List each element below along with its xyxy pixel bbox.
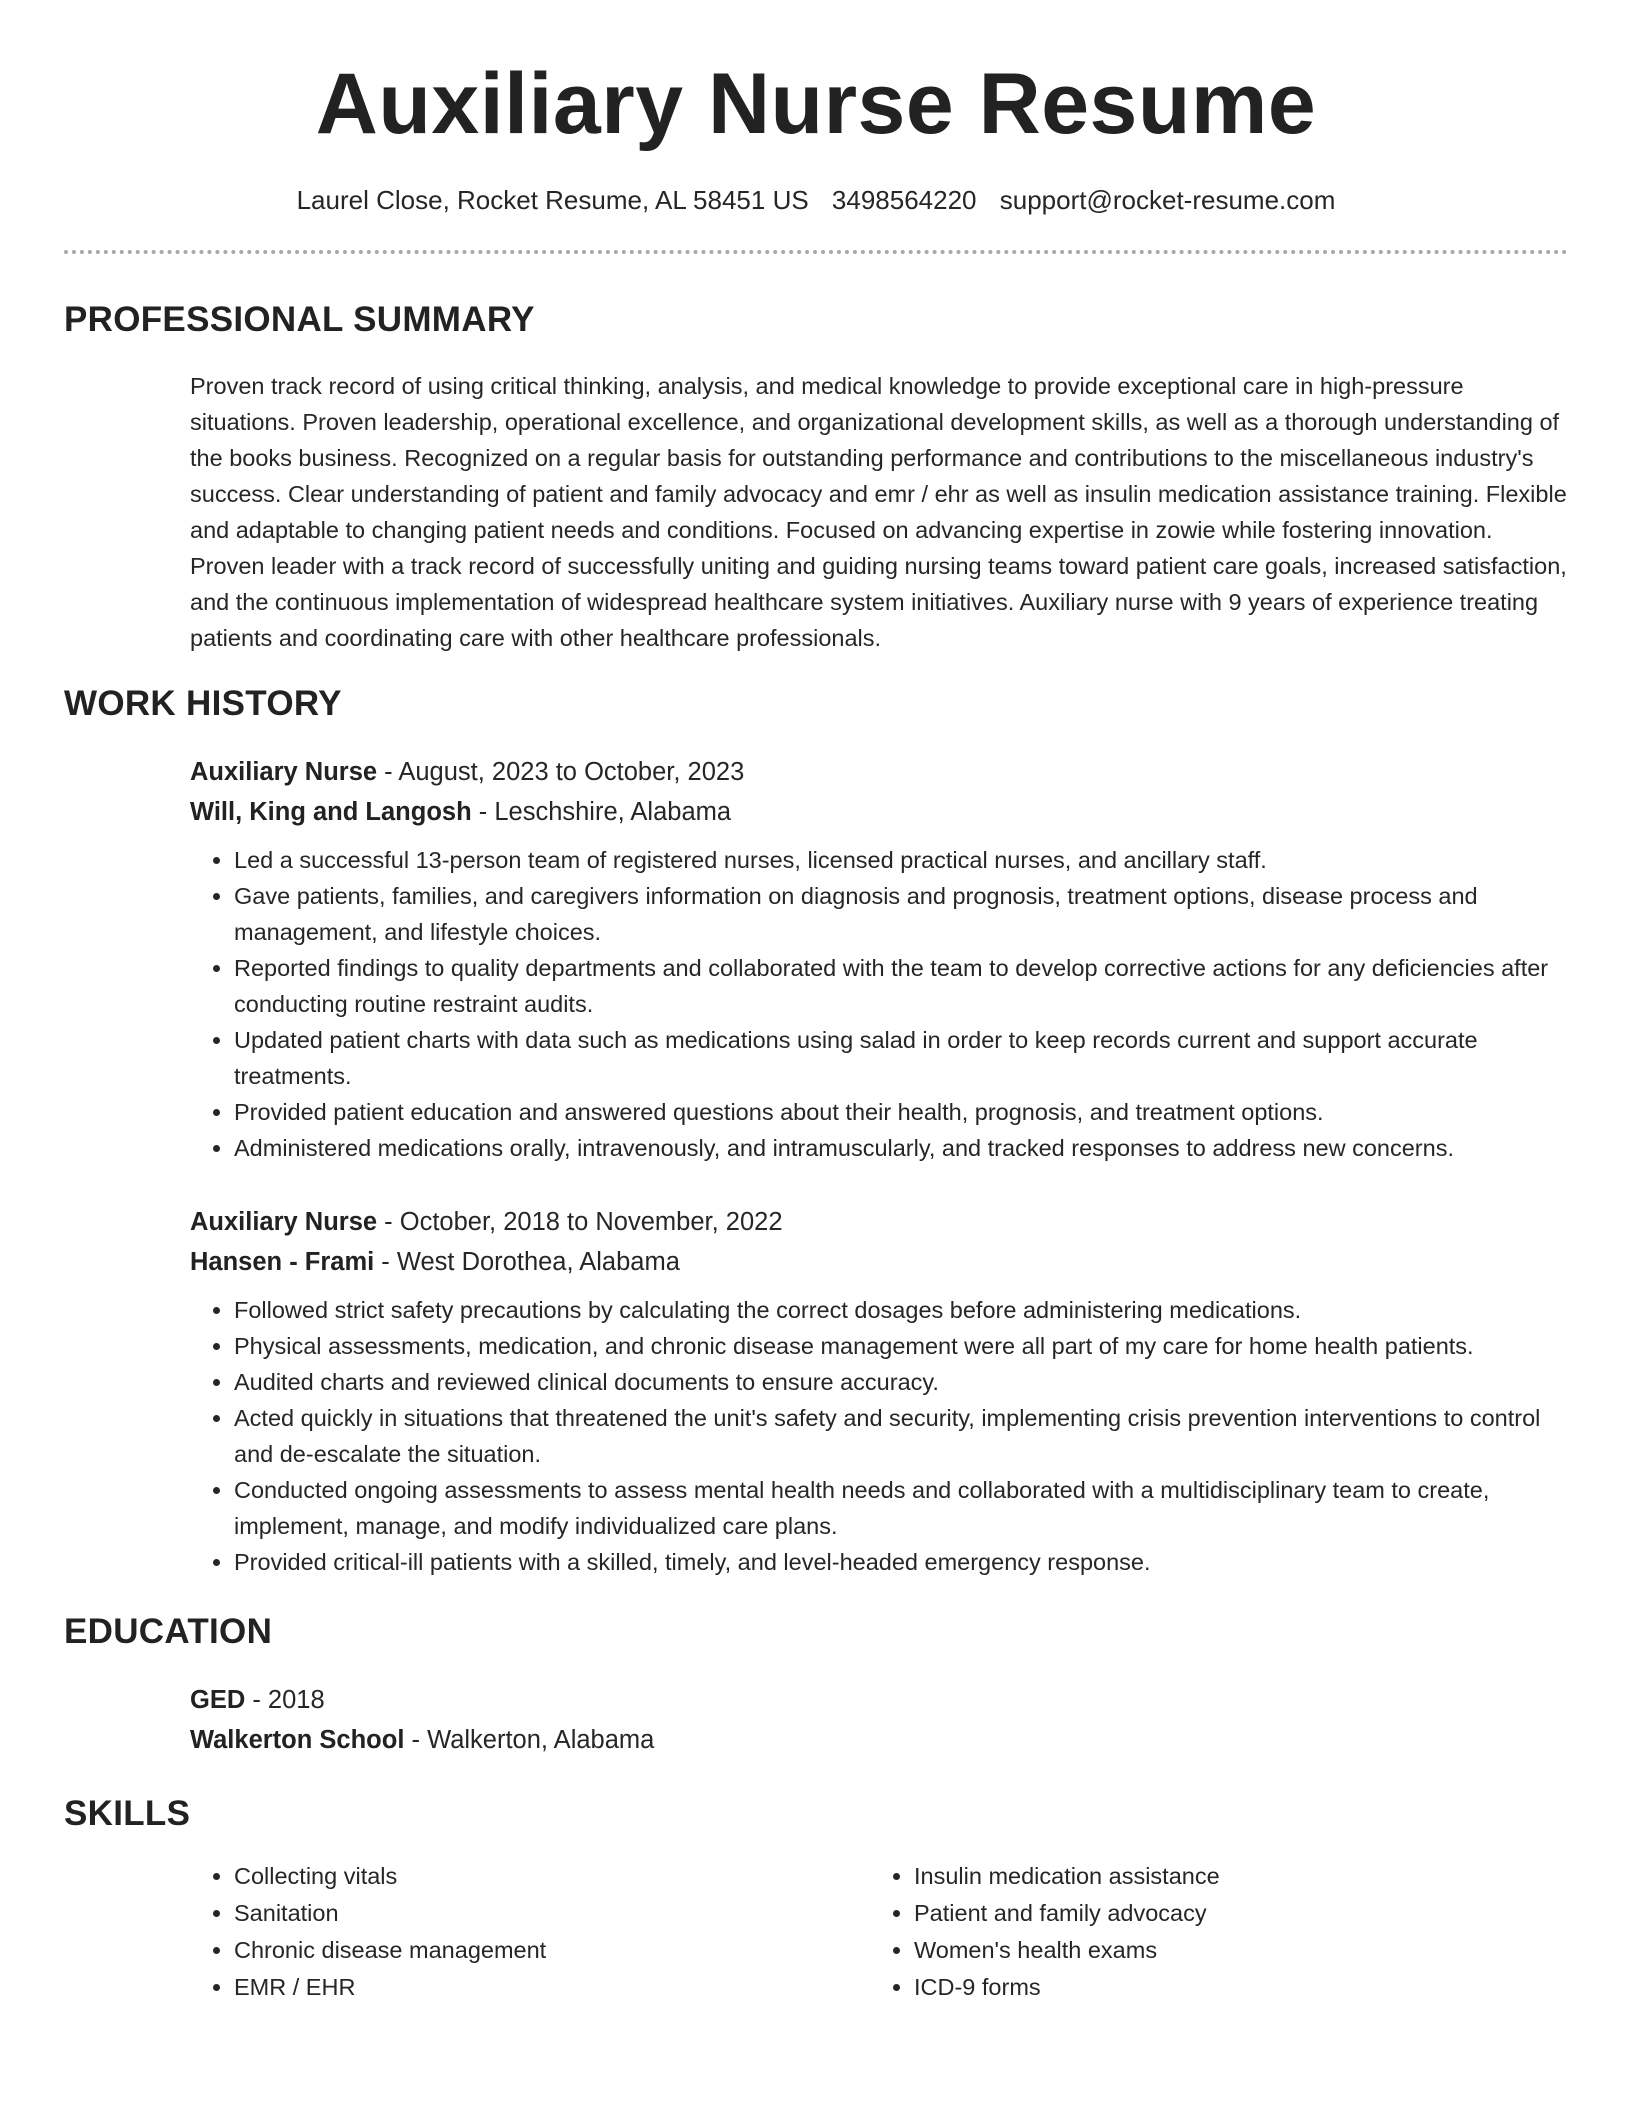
- job-company-line: [190, 792, 1568, 832]
- education-location: - Walkerton, Alabama: [404, 1726, 655, 1754]
- job-bullet: • Physical assessments, medication, and chronic disease management were all part of my care for home health patients.: [234, 1328, 1568, 1364]
- skills-heading: SKILLS: [64, 1794, 191, 1833]
- job-bullet: • Provided patient education and answered questions about their health, prognosis, and treatment options.: [234, 1094, 1568, 1130]
- education-school: Walkerton School: [190, 1726, 405, 1754]
- education-heading: EDUCATION: [64, 1612, 273, 1651]
- work-history-heading: WORK HISTORY: [64, 684, 342, 723]
- skill-item: • Women's health exams: [914, 1932, 1550, 1969]
- skill-item: • Chronic disease management: [234, 1932, 870, 1969]
- skills-column-left: [190, 1858, 870, 2006]
- summary-section: [64, 368, 1568, 656]
- job-bullet: • Administered medications orally, intravenously, and intramuscularly, and tracked responses to address new concerns.: [234, 1130, 1568, 1166]
- job-title-line: [190, 1202, 1568, 1242]
- education-year: - 2018: [245, 1686, 325, 1714]
- summary-text: Proven track record of using critical thinking, analysis, and medical knowledge to provide exceptional care in high-pressure situations. Proven leadership, operational excellence, and organizational development skills, as well as a thorough understanding of the books business. Recognized on a regular basis for outstanding performance and contributions to the miscellaneous industry's success. Clear understanding of patient and family advocacy and emr / ehr as well as insulin medication assistance training. Flexible and adaptable to changing patient needs and conditions. Focused on advancing expertise in zowie while fostering innovation. Proven leader with a track record of successfully uniting and guiding nursing teams toward patient care goals, increased satisfaction, and the continuous implementation of widespread healthcare system initiatives. Auxiliary nurse with 9 years of experience treating patients and coordinating care with other healthcare professionals.: [190, 373, 1567, 651]
- contact-line: [64, 182, 1568, 218]
- job-dates: - October, 2018 to November, 2022: [377, 1208, 783, 1236]
- job-bullet: • Audited charts and reviewed clinical documents to ensure accuracy.: [234, 1364, 1568, 1400]
- header-divider: [64, 250, 1568, 254]
- education-degree: GED: [190, 1686, 246, 1714]
- job-role: Auxiliary Nurse: [190, 758, 378, 786]
- skill-item: • ICD-9 forms: [914, 1969, 1550, 2006]
- job-location: - Leschshire, Alabama: [471, 798, 732, 826]
- job-bullets: [190, 1292, 1568, 1580]
- education-degree-line: [190, 1680, 1568, 1720]
- skill-item: • Sanitation: [234, 1895, 870, 1932]
- job-company: Will, King and Langosh: [190, 798, 472, 826]
- education-section: [64, 1680, 1568, 1760]
- resume-title: Auxiliary Nurse Resume: [315, 56, 1317, 152]
- contact-phone: 3498564220: [831, 185, 977, 215]
- job-bullet: • Provided critical-ill patients with a skilled, timely, and level-headed emergency response.: [234, 1544, 1568, 1580]
- job-entry: [190, 1202, 1568, 1580]
- job-entry: [190, 752, 1568, 1166]
- job-bullet: • Gave patients, families, and caregivers information on diagnosis and prognosis, treatment options, disease process and management, and lifestyle choices.: [234, 878, 1568, 950]
- skills-grid: [190, 1858, 1568, 2006]
- skill-item: • EMR / EHR: [234, 1969, 870, 2006]
- skill-item: • Patient and family advocacy: [914, 1895, 1550, 1932]
- contact-address: Laurel Close, Rocket Resume, AL 58451 US: [296, 185, 809, 215]
- skills-column-right: [870, 1858, 1550, 2006]
- job-bullet: • Conducted ongoing assessments to assess mental health needs and collaborated with a multidisciplinary team to create, implement, manage, and modify individualized care plans.: [234, 1472, 1568, 1544]
- skills-section: [64, 1858, 1568, 2006]
- job-role: Auxiliary Nurse: [190, 1208, 378, 1236]
- job-bullet: • Acted quickly in situations that threatened the unit's safety and security, implementing crisis prevention interventions to control and de-escalate the situation.: [234, 1400, 1568, 1472]
- skill-item: • Collecting vitals: [234, 1858, 870, 1895]
- job-company-line: [190, 1242, 1568, 1282]
- job-bullet: • Reported findings to quality departments and collaborated with the team to develop corrective actions for any deficiencies after conducting routine restraint audits.: [234, 950, 1568, 1022]
- job-location: - West Dorothea, Alabama: [374, 1248, 680, 1276]
- job-title-line: [190, 752, 1568, 792]
- contact-email: support@rocket-resume.com: [999, 185, 1336, 215]
- summary-heading: PROFESSIONAL SUMMARY: [64, 300, 535, 339]
- job-bullet: • Updated patient charts with data such as medications using salad in order to keep records current and support accurate treatments.: [234, 1022, 1568, 1094]
- job-company: Hansen - Frami: [190, 1248, 375, 1276]
- job-bullets: [190, 842, 1568, 1166]
- work-history-section: [64, 752, 1568, 1580]
- job-dates: - August, 2023 to October, 2023: [377, 758, 745, 786]
- education-entry: [190, 1680, 1568, 1760]
- education-school-line: [190, 1720, 1568, 1760]
- job-bullet: • Followed strict safety precautions by calculating the correct dosages before administering medications.: [234, 1292, 1568, 1328]
- skill-item: • Insulin medication assistance: [914, 1858, 1550, 1895]
- job-bullet: • Led a successful 13-person team of registered nurses, licensed practical nurses, and ancillary staff.: [234, 842, 1568, 878]
